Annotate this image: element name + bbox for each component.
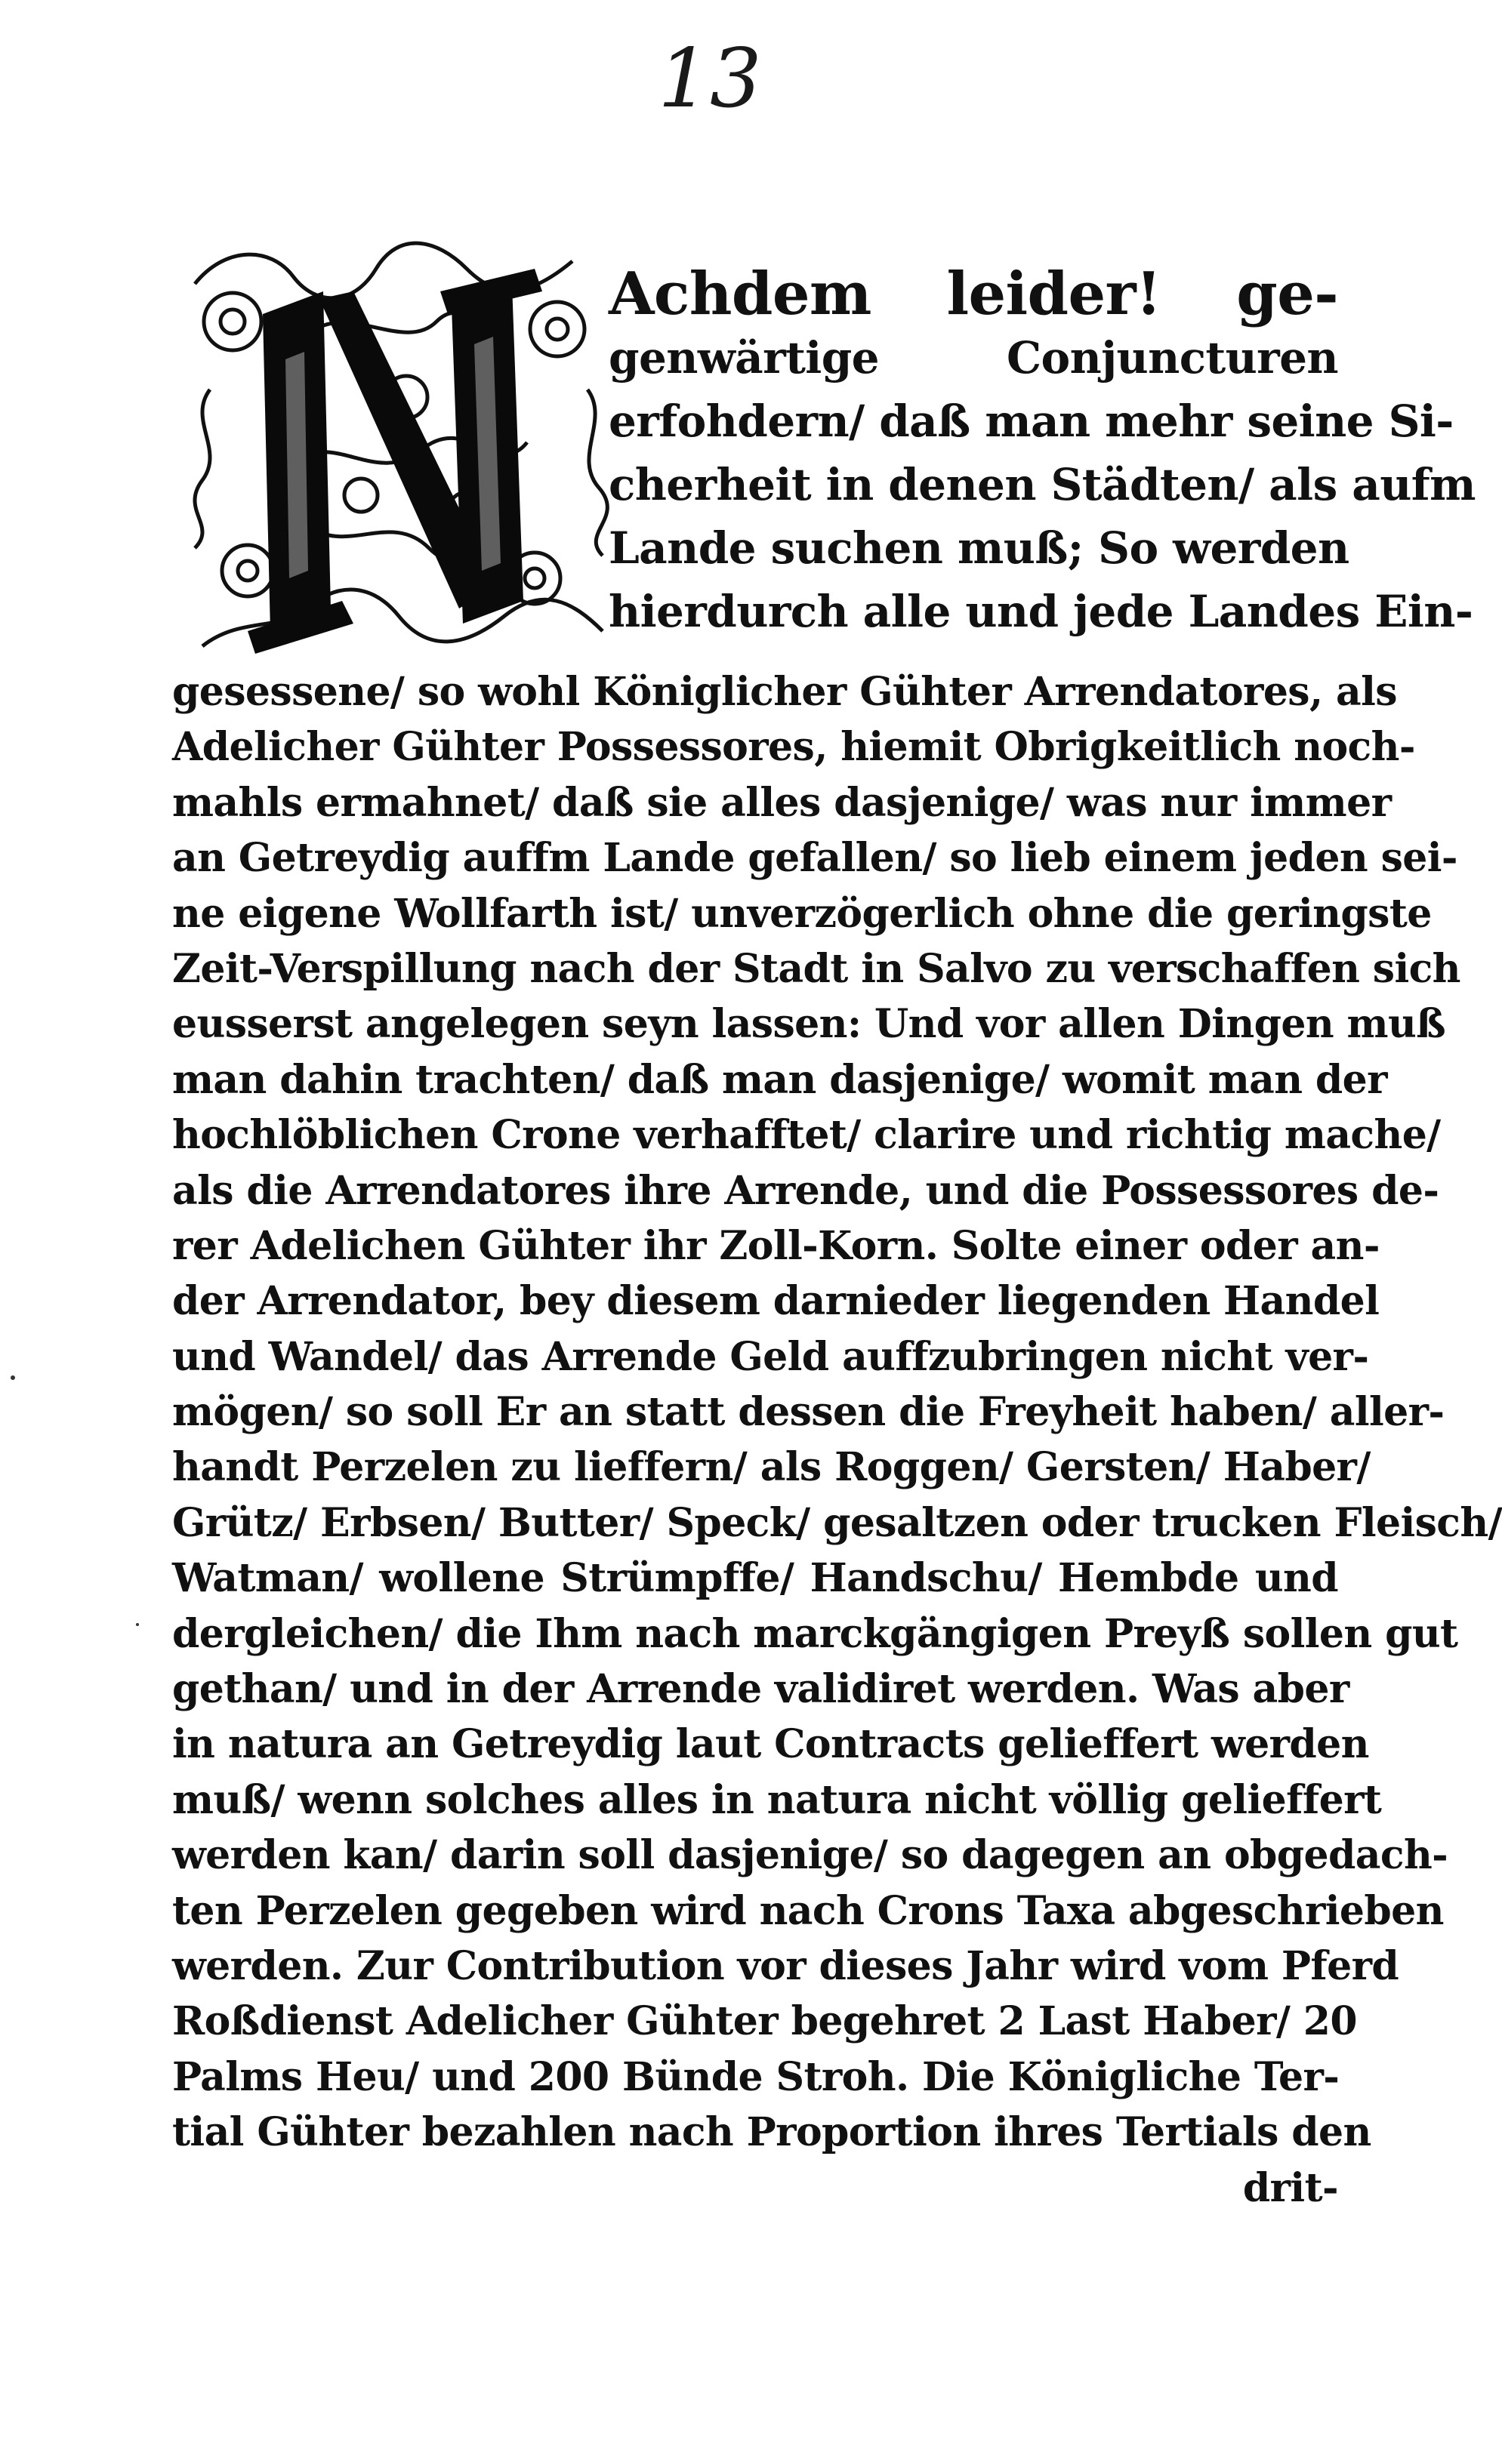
margin-speck — [11, 1375, 15, 1380]
opening-text-block — [609, 260, 1476, 643]
ornamental-initial-n-icon — [180, 239, 618, 669]
text-line: gethan/ und in der Arrende validiret werden. Was aber — [172, 1666, 1349, 1713]
text-line: werden kan/ darin soll dasjenige/ so dagegen an obgedach- — [172, 1832, 1448, 1879]
margin-speck — [136, 1623, 139, 1626]
text-line: muß/ wenn solches alles in natura nicht völlig gelieffert — [172, 1776, 1382, 1823]
text-line: der Arrendator, bey diesem darnieder liegenden Handel — [172, 1278, 1380, 1325]
text-line: mahls ermahnet/ daß sie alles dasjenige/ was nur immer — [172, 779, 1392, 826]
text-line: cherheit in denen Städten/ als aufm — [609, 459, 1476, 510]
text-line: rer Adelichen Gühter ihr Zoll-Korn. Solte einer oder an- — [172, 1222, 1380, 1269]
text-line: genwärtige Conjuncturen — [609, 332, 1338, 383]
text-line: werden. Zur Contribution vor dieses Jahr wird vom Pferd — [172, 1942, 1399, 1989]
text-line: hierdurch alle und jede Landes Ein- — [609, 586, 1473, 637]
text-line: und Wandel/ das Arrende Geld auffzubringen nicht ver- — [172, 1333, 1369, 1380]
text-line: erfohdern/ daß man mehr seine Si- — [609, 396, 1454, 447]
text-line: ne eigene Wollfarth ist/ unverzögerlich ohne die geringste — [172, 890, 1432, 937]
text-line: eusserst angelegen seyn lassen: Und vor allen Dingen muß — [172, 1001, 1446, 1048]
text-line: gesessene/ so wohl Königlicher Gühter Arrendatores, als — [172, 669, 1397, 715]
text-line: handt Perzelen zu lieffern/ als Roggen/ Gersten/ Haber/ — [172, 1444, 1371, 1491]
text-line: Adelicher Gühter Possessores, hiemit Obrigkeitlich noch- — [172, 724, 1415, 771]
text-line: Roßdienst Adelicher Gühter begehret 2 Last Haber/ 20 — [172, 1998, 1357, 2045]
text-line: Grütz/ Erbsen/ Butter/ Speck/ gesaltzen oder trucken Fleisch/ — [172, 1499, 1502, 1546]
text-line: ten Perzelen gegeben wird nach Crons Taxa abgeschrieben — [172, 1887, 1444, 1934]
text-line: mögen/ so soll Er an statt dessen die Freyheit haben/ aller- — [172, 1389, 1445, 1436]
text-line: Lande suchen muß; So werden — [609, 522, 1349, 574]
text-line: Palms Heu/ und 200 Bünde Stroh. Die Königliche Ter- — [172, 2053, 1340, 2100]
text-line: Watman/ wollene Strümpffe/ Handschu/ Hembde und — [172, 1555, 1338, 1602]
text-line: dergleichen/ die Ihm nach marckgängigen Preyß sollen gut — [172, 1610, 1458, 1657]
text-line: an Getreydig auffm Lande gefallen/ so lieb einem jeden sei- — [172, 835, 1457, 882]
text-line: tial Gühter bezahlen nach Proportion ihres Tertials den — [172, 2109, 1371, 2156]
text-line: in natura an Getreydig laut Contracts gelieffert werden — [172, 1721, 1369, 1768]
text-line: Achdem leider! ge- — [609, 260, 1338, 328]
text-line: als die Arrendatores ihre Arrende, und die Possessores de- — [172, 1167, 1439, 1214]
text-line: hochlöblichen Crone verhafftet/ clarire und richtig mache/ — [172, 1112, 1441, 1159]
catchword: drit- — [1242, 2164, 1338, 2211]
body-text-block — [172, 664, 1502, 2216]
folio-number: 13 — [658, 32, 762, 126]
text-line: Zeit-Verspillung nach der Stadt in Salvo zu verschaffen sich — [172, 945, 1460, 992]
text-line: man dahin trachten/ daß man dasjenige/ womit man der — [172, 1056, 1387, 1103]
